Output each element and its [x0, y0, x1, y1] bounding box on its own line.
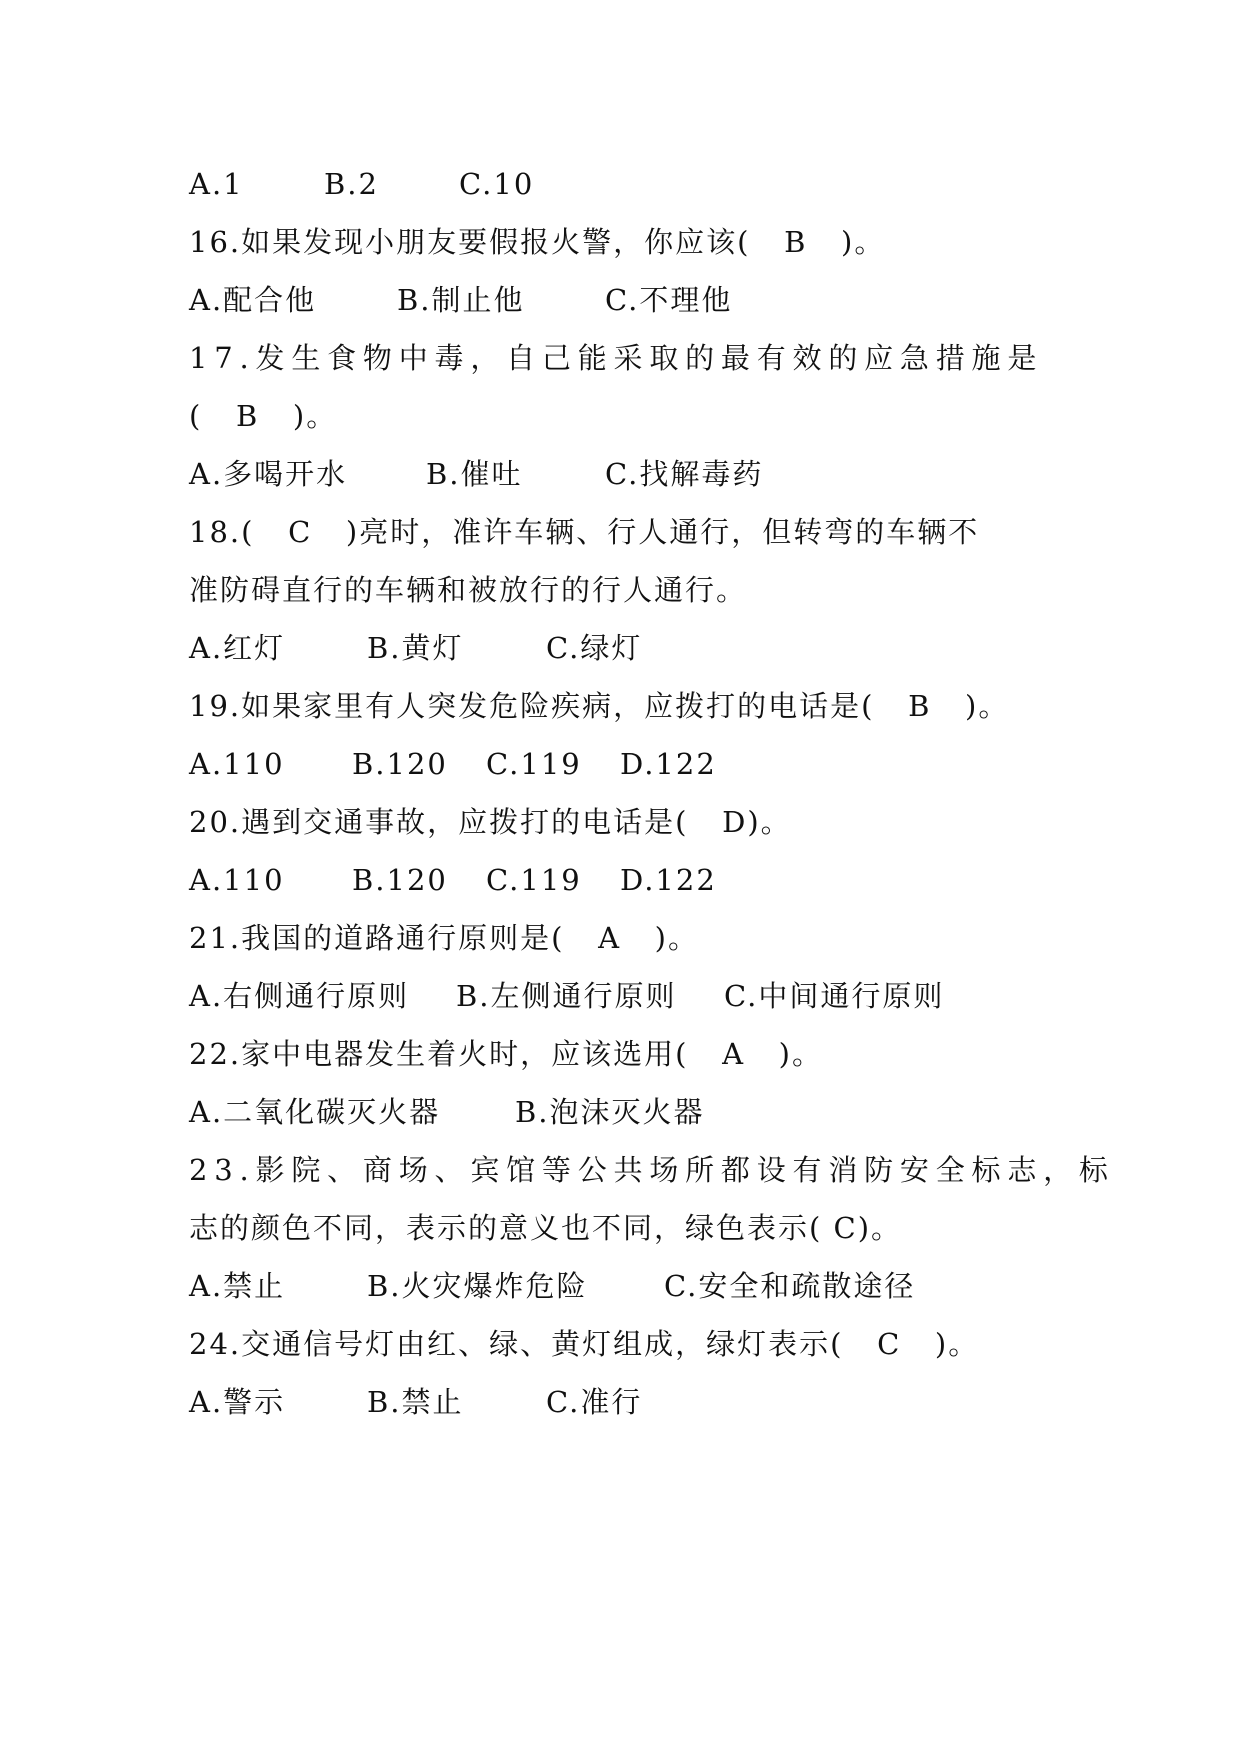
question-20: 20.遇到交通事故，应拨打的电话是( D)。: [189, 805, 792, 839]
option-a: A.右侧通行原则: [189, 979, 410, 1013]
option-b: B.2: [324, 167, 379, 201]
question-19: 19.如果家里有人突发危险疾病，应拨打的电话是( B )。: [189, 689, 1010, 723]
options-line-23: [189, 1266, 916, 1306]
option-b: B.120: [352, 747, 448, 781]
option-b: B.泡沫灭火器: [515, 1095, 705, 1129]
option-a: A.配合他: [189, 283, 317, 317]
options-line-17: [189, 454, 764, 494]
option-c: C.10: [459, 167, 535, 201]
option-a: A.多喝开水: [189, 457, 348, 491]
option-c: C.中间通行原则: [724, 979, 945, 1013]
option-b: B.黄灯: [367, 631, 464, 665]
question-18-continued: 准防碍直行的车辆和被放行的行人通行。: [189, 573, 748, 607]
option-c: C.119: [486, 747, 582, 781]
option-a: A.红灯: [189, 631, 286, 665]
options-line-20: [189, 860, 717, 900]
option-a: A.1: [189, 167, 244, 201]
option-c: C.不理他: [605, 283, 733, 317]
options-line-19: [189, 744, 717, 784]
option-b: B.制止他: [397, 283, 525, 317]
option-a: A.二氧化碳灭火器: [189, 1095, 441, 1129]
options-line-16: [189, 280, 733, 320]
option-c: C.找解毒药: [605, 457, 764, 491]
options-line-21: [189, 976, 945, 1016]
question-23: 23.影院、商场、宾馆等公共场所都设有消防安全标志，标: [189, 1153, 1115, 1187]
option-d: D.122: [620, 863, 717, 897]
option-a: A.警示: [189, 1385, 286, 1419]
option-b: B.火灾爆炸危险: [367, 1269, 588, 1303]
option-b: B.催吐: [426, 457, 523, 491]
question-17-continued: ( B )。: [189, 399, 338, 433]
question-17: 17.发生食物中毒，自己能采取的最有效的应急措施是: [189, 341, 1044, 375]
option-b: B.120: [352, 863, 448, 897]
option-a: A.110: [189, 863, 285, 897]
option-c: C.绿灯: [546, 631, 643, 665]
option-b: B.左侧通行原则: [456, 979, 677, 1013]
option-c: C.准行: [546, 1385, 643, 1419]
question-18: 18.( C )亮时，准许车辆、行人通行，但转弯的车辆不: [189, 515, 980, 549]
question-24: 24.交通信号灯由红、绿、黄灯组成，绿灯表示( C )。: [189, 1327, 980, 1361]
options-line-15: [189, 164, 535, 204]
option-d: D.122: [620, 747, 717, 781]
options-line-18: [189, 628, 643, 668]
option-a: A.禁止: [189, 1269, 286, 1303]
option-c: C.119: [486, 863, 582, 897]
options-line-24: [189, 1382, 643, 1422]
option-a: A.110: [189, 747, 285, 781]
option-c: C.安全和疏散途径: [664, 1269, 916, 1303]
options-line-22: [189, 1092, 705, 1132]
option-b: B.禁止: [367, 1385, 464, 1419]
question-21: 21.我国的道路通行原则是( A )。: [189, 921, 700, 955]
question-22: 22.家中电器发生着火时，应该选用( A )。: [189, 1037, 824, 1071]
question-16: 16.如果发现小朋友要假报火警，你应该( B )。: [189, 225, 886, 259]
question-23-continued: 志的颜色不同，表示的意义也不同，绿色表示( C)。: [189, 1211, 903, 1245]
